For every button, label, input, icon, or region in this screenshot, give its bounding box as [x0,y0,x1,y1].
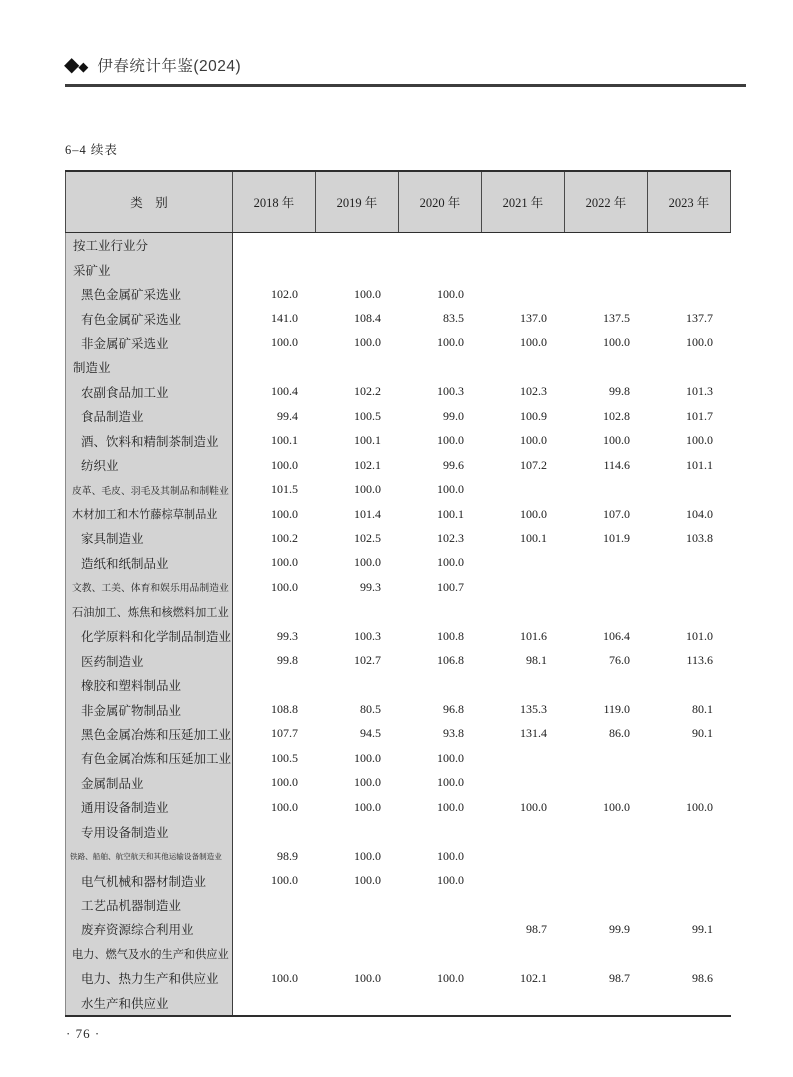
data-cell [316,233,399,257]
data-cell: 102.2 [354,384,381,399]
data-cell: 100.0 [437,482,464,497]
table-row [65,868,731,892]
data-cell [482,600,565,624]
data-cell: 100.0 [354,555,381,570]
row-label: 木材加工和木竹藤棕草制品业 [65,502,233,526]
data-cell: 100.0 [437,970,464,985]
data-cell: 100.0 [437,286,464,301]
data-cell: 100.2 [271,530,298,545]
table-row [65,257,731,281]
data-cell [482,991,565,1015]
data-cell [316,942,399,966]
data-cell [565,820,648,844]
data-cell [565,893,648,917]
data-cell [482,844,565,868]
data-cell [482,820,565,844]
row-label: 橡胶和塑料制品业 [65,673,233,697]
data-cell: 76.0 [609,653,630,668]
data-cell [565,991,648,1015]
data-cell [648,844,731,868]
data-cell: 100.0 [354,799,381,814]
data-cell [399,942,482,966]
data-cell [648,991,731,1015]
row-label: 造纸和纸制品业 [65,551,233,575]
data-cell: 100.0 [354,873,381,888]
data-cell: 102.7 [354,653,381,668]
data-cell: 100.0 [437,750,464,765]
data-cell: 99.3 [277,628,298,643]
data-cell: 101.9 [603,530,630,545]
data-cell [316,257,399,281]
data-cell [565,257,648,281]
data-cell: 100.3 [354,628,381,643]
data-cell [648,257,731,281]
table-row [65,673,731,697]
data-cell: 101.4 [354,506,381,521]
data-cell: 103.8 [686,530,713,545]
data-cell: 100.0 [686,335,713,350]
table-row [65,306,731,330]
data-cell [565,868,648,892]
data-cell [648,600,731,624]
table-body [65,233,731,1015]
row-label: 石油加工、炼焦和核燃料加工业 [65,600,233,624]
data-cell [233,893,316,917]
data-cell [233,917,316,941]
data-cell [565,844,648,868]
data-cell [648,282,731,306]
data-cell: 100.0 [520,799,547,814]
data-cell [565,942,648,966]
column-header-year: 2022 年 [565,172,648,232]
data-cell: 100.0 [437,775,464,790]
table-row [65,746,731,770]
data-cell [399,917,482,941]
table-row [65,942,731,966]
table-row [65,795,731,819]
data-cell [482,257,565,281]
table-row [65,331,731,355]
data-cell [482,575,565,599]
row-label: 文教、工美、体育和娱乐用品制造业 [65,575,233,599]
data-cell: 99.1 [692,921,713,936]
data-cell [316,600,399,624]
data-cell: 100.7 [437,579,464,594]
data-cell: 100.0 [354,482,381,497]
page-number: · 76 · [66,1026,101,1041]
data-cell [399,600,482,624]
data-cell: 80.5 [360,702,381,717]
data-cell [399,233,482,257]
table-row [65,771,731,795]
data-cell: 94.5 [360,726,381,741]
data-cell [648,893,731,917]
data-cell [648,575,731,599]
data-cell [233,673,316,697]
column-header-category: 类 别 [65,172,233,232]
data-cell: 98.7 [526,921,547,936]
data-cell: 101.1 [686,457,713,472]
data-cell [316,893,399,917]
data-cell [399,820,482,844]
data-cell: 101.6 [520,628,547,643]
data-cell: 100.0 [437,873,464,888]
row-label: 有色金属矿采选业 [65,306,233,330]
data-cell [233,942,316,966]
data-cell: 102.3 [520,384,547,399]
data-cell [399,355,482,379]
table-row [65,844,731,868]
data-cell: 102.5 [354,530,381,545]
data-cell [399,991,482,1015]
row-label: 专用设备制造业 [65,820,233,844]
table-row [65,820,731,844]
data-cell: 100.8 [437,628,464,643]
data-cell: 96.8 [443,702,464,717]
data-cell: 100.0 [437,555,464,570]
data-cell: 86.0 [609,726,630,741]
row-label: 通用设备制造业 [65,795,233,819]
data-cell [565,355,648,379]
row-label: 按工业行业分 [65,233,233,257]
table-row [65,477,731,501]
data-cell: 104.0 [686,506,713,521]
data-cell [316,917,399,941]
row-label: 纺织业 [65,453,233,477]
data-cell: 100.1 [520,530,547,545]
data-cell [482,673,565,697]
data-cell: 100.0 [520,506,547,521]
data-cell: 100.0 [437,799,464,814]
row-label: 水生产和供应业 [65,991,233,1015]
data-cell [648,477,731,501]
data-cell [565,771,648,795]
data-cell [565,551,648,575]
data-cell: 90.1 [692,726,713,741]
data-cell: 99.4 [277,408,298,423]
data-cell [233,820,316,844]
data-cell: 99.6 [443,457,464,472]
data-cell [233,355,316,379]
row-label: 工艺品机器制造业 [65,893,233,917]
row-label: 非金属矿采选业 [65,331,233,355]
table-row [65,624,731,648]
row-label: 电力、热力生产和供应业 [65,966,233,990]
data-cell: 99.3 [360,579,381,594]
data-cell: 137.5 [603,311,630,326]
data-cell [565,282,648,306]
row-label: 黑色金属冶炼和压延加工业 [65,722,233,746]
data-cell: 100.4 [271,384,298,399]
data-cell: 100.1 [437,506,464,521]
data-cell: 100.0 [603,799,630,814]
data-cell: 100.0 [437,433,464,448]
table-row [65,697,731,721]
row-label: 制造业 [65,355,233,379]
table-row [65,404,731,428]
row-label: 非金属矿物制品业 [65,697,233,721]
data-cell [565,600,648,624]
table-row [65,917,731,941]
table-row [65,893,731,917]
data-cell: 93.8 [443,726,464,741]
data-cell: 100.0 [271,457,298,472]
data-cell: 100.0 [271,579,298,594]
data-cell: 100.5 [271,750,298,765]
column-header-year: 2021 年 [482,172,565,232]
data-cell: 100.0 [271,555,298,570]
data-cell: 100.0 [354,286,381,301]
table-row [65,282,731,306]
data-cell: 100.0 [271,799,298,814]
data-cell [648,771,731,795]
data-cell: 100.0 [354,775,381,790]
row-label: 有色金属冶炼和压延加工业 [65,746,233,770]
data-cell [316,673,399,697]
data-cell: 135.3 [520,702,547,717]
table-caption: 6–4 续表 [65,143,118,157]
row-label: 废弃资源综合利用业 [65,917,233,941]
data-cell [233,991,316,1015]
data-cell: 100.3 [437,384,464,399]
data-cell: 100.0 [437,335,464,350]
data-cell [399,257,482,281]
data-cell [233,233,316,257]
column-header-year: 2018 年 [233,172,316,232]
data-cell [482,355,565,379]
data-cell: 98.1 [526,653,547,668]
data-cell: 100.0 [271,775,298,790]
table-row [65,526,731,550]
data-cell: 100.0 [354,970,381,985]
data-cell: 107.2 [520,457,547,472]
data-cell [648,746,731,770]
data-cell [648,233,731,257]
table-row [65,722,731,746]
data-cell [316,820,399,844]
data-cell [482,233,565,257]
data-cell: 100.0 [603,433,630,448]
data-cell [482,477,565,501]
data-cell: 83.5 [443,311,464,326]
data-cell: 114.6 [603,457,630,472]
row-label: 化学原料和化学制品制造业 [65,624,233,648]
data-cell: 141.0 [271,311,298,326]
data-cell: 100.0 [603,335,630,350]
row-label: 铁路、船舶、航空航天和其他运输设备制造业 [65,844,233,868]
data-cell: 102.8 [603,408,630,423]
data-cell [482,771,565,795]
data-cell: 100.1 [271,433,298,448]
data-cell: 99.8 [609,384,630,399]
column-header-year: 2023 年 [648,172,731,232]
data-cell: 80.1 [692,702,713,717]
row-label: 金属制品业 [65,771,233,795]
data-cell: 108.8 [271,702,298,717]
data-cell: 99.8 [277,653,298,668]
data-cell [565,477,648,501]
column-header-year: 2020 年 [399,172,482,232]
data-cell: 100.0 [520,335,547,350]
data-cell: 100.0 [271,873,298,888]
data-cell: 99.9 [609,921,630,936]
table-row [65,502,731,526]
data-cell: 107.0 [603,506,630,521]
row-label: 农副食品加工业 [65,380,233,404]
data-cell: 99.0 [443,408,464,423]
table-row [65,551,731,575]
data-cell: 137.7 [686,311,713,326]
data-cell: 100.0 [354,848,381,863]
data-cell [316,355,399,379]
row-label: 酒、饮料和精制茶制造业 [65,429,233,453]
data-cell: 107.7 [271,726,298,741]
data-cell [482,942,565,966]
data-cell [482,551,565,575]
data-cell [565,673,648,697]
table-header-row [65,172,731,233]
data-cell: 119.0 [603,702,630,717]
data-cell: 100.5 [354,408,381,423]
statistics-table [65,170,731,1017]
yearbook-title: 伊春统计年鉴(2024) [97,58,242,75]
data-cell [648,673,731,697]
data-cell: 100.9 [520,408,547,423]
table-row [65,355,731,379]
table-row [65,233,731,257]
data-cell: 100.0 [354,750,381,765]
data-cell: 100.1 [354,433,381,448]
row-label: 黑色金属矿采选业 [65,282,233,306]
data-cell [648,820,731,844]
table-row [65,648,731,672]
table-row [65,991,731,1015]
data-cell: 102.1 [354,457,381,472]
data-cell: 100.0 [437,848,464,863]
data-cell: 98.6 [692,970,713,985]
row-label: 电气机械和器材制造业 [65,868,233,892]
data-cell: 102.0 [271,286,298,301]
data-cell: 100.0 [271,970,298,985]
data-cell [565,575,648,599]
data-cell: 113.6 [686,653,713,668]
data-cell: 100.0 [271,506,298,521]
table-row [65,966,731,990]
data-cell: 137.0 [520,311,547,326]
data-cell: 100.0 [271,335,298,350]
row-label: 电力、燃气及水的生产和供应业 [65,942,233,966]
data-cell: 102.1 [520,970,547,985]
data-cell: 98.7 [609,970,630,985]
data-cell [648,868,731,892]
table-row [65,429,731,453]
data-cell [565,233,648,257]
data-cell [482,282,565,306]
data-cell: 101.3 [686,384,713,399]
row-label: 采矿业 [65,257,233,281]
data-cell: 101.0 [686,628,713,643]
table-row [65,380,731,404]
data-cell: 101.5 [271,482,298,497]
data-cell: 100.0 [354,335,381,350]
data-cell [316,991,399,1015]
data-cell [648,355,731,379]
data-cell: 100.0 [686,433,713,448]
data-cell: 100.0 [520,433,547,448]
data-cell [482,893,565,917]
table-row [65,453,731,477]
data-cell [482,746,565,770]
page-header [64,54,241,76]
table-row [65,575,731,599]
data-cell [482,868,565,892]
row-label: 医药制造业 [65,648,233,672]
data-cell [233,257,316,281]
data-cell [648,551,731,575]
data-cell [399,673,482,697]
row-label: 食品制造业 [65,404,233,428]
data-cell: 108.4 [354,311,381,326]
data-cell: 131.4 [520,726,547,741]
header-rule [65,84,746,87]
diamond-icon-small: ◆ [78,59,89,74]
data-cell: 101.7 [686,408,713,423]
diamond-icon-large: ◆ [64,54,80,76]
data-cell: 106.4 [603,628,630,643]
data-cell [399,893,482,917]
data-cell: 100.0 [686,799,713,814]
row-label: 家具制造业 [65,526,233,550]
column-header-year: 2019 年 [316,172,399,232]
data-cell: 106.8 [437,653,464,668]
data-cell [648,942,731,966]
data-cell: 102.3 [437,530,464,545]
data-cell: 98.9 [277,848,298,863]
data-cell [565,746,648,770]
data-cell [233,600,316,624]
row-label: 皮革、毛皮、羽毛及其制品和制鞋业 [65,477,233,501]
table-row [65,600,731,624]
